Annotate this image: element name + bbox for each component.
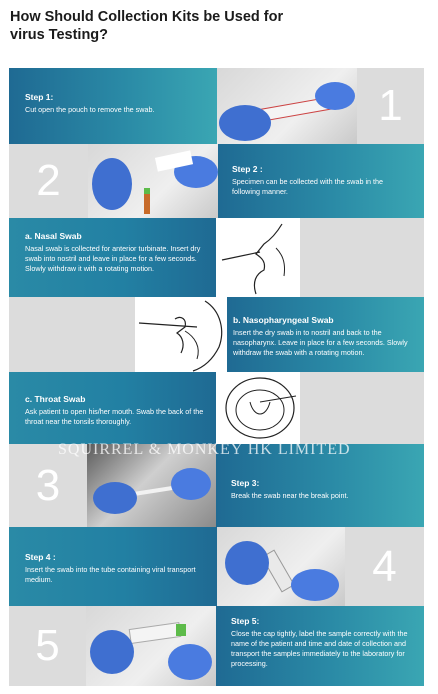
swab-kit-image <box>88 144 218 218</box>
step-4-band <box>9 527 217 606</box>
nose-profile-icon <box>216 218 300 297</box>
watermark: SQUIRREL & MONKEY HK LIMITED <box>58 441 351 458</box>
step-3-number: 3 <box>9 444 87 527</box>
step-3-text: Break the swab near the break point. <box>231 491 349 500</box>
step-4-heading: Step 4 : <box>25 552 56 562</box>
throat-swab-band <box>9 372 216 444</box>
step-4-number: 4 <box>345 527 424 606</box>
step-5-text: Close the cap tightly, label the sample correctly with the name of the patient and time and date of collection and transport the samples immediately to the laboratory for processing. <box>231 629 408 668</box>
throat-swab-gray-block <box>300 372 424 444</box>
step-3-heading: Step 3: <box>231 478 260 488</box>
naso-swab-band <box>227 297 424 372</box>
step-5-band <box>216 606 424 686</box>
step-2-number: 2 <box>9 144 88 218</box>
open-mouth-icon <box>216 372 300 444</box>
naso-gray-block <box>9 297 135 372</box>
naso-swab-sketch <box>135 297 227 372</box>
nasal-swab-gray-block <box>300 218 424 297</box>
throat-swab-text: Ask patient to open his/her mouth. Swab the back of the throat near the tonsils thoroughly. <box>25 407 204 426</box>
head-cross-section-icon <box>135 297 227 372</box>
step-2-band <box>218 144 424 218</box>
insert-swab-tube-image <box>217 527 345 606</box>
nasal-swab-sketch <box>216 218 300 297</box>
step-1-text: Cut open the pouch to remove the swab. <box>25 105 155 114</box>
step-5-photo <box>86 606 216 686</box>
step-1-heading: Step 1: <box>25 92 54 102</box>
nasal-swab-text: Nasal swab is collected for anterior turbinate. Insert dry swab into nostril and leave in place for a few seconds. Slowly withdraw it with a rotating motion. <box>25 244 201 273</box>
cap-tube-image <box>86 606 216 686</box>
throat-swab-sketch <box>216 372 300 444</box>
nasal-swab-heading: a. Nasal Swab <box>25 231 82 241</box>
step-2-photo <box>88 144 218 218</box>
step-5-number: 5 <box>9 606 86 686</box>
step-1-photo <box>217 68 357 144</box>
step-4-text: Insert the swab into the tube containing viral transport medium. <box>25 565 196 584</box>
nasal-swab-band <box>9 218 216 297</box>
page-title: How Should Collection Kits be Used for virus Testing? <box>10 9 284 43</box>
naso-swab-text: Insert the dry swab in to nostril and back to the nasopharynx. Leave in place for a few seconds. Slowly withdraw the swab with a rotating motion. <box>233 328 408 357</box>
step-2-text: Specimen can be collected with the swab in the following manner. <box>232 177 384 196</box>
step-4-photo <box>217 527 345 606</box>
step-2-heading: Step 2 : <box>232 164 263 174</box>
step-1-band <box>9 68 217 144</box>
throat-swab-heading: c. Throat Swab <box>25 394 86 404</box>
step-1-number: 1 <box>357 68 424 144</box>
step-5-heading: Step 5: <box>231 616 260 626</box>
gloved-hands-pouch-image <box>217 68 357 144</box>
naso-swab-heading: b. Nasopharyngeal Swab <box>233 315 334 325</box>
